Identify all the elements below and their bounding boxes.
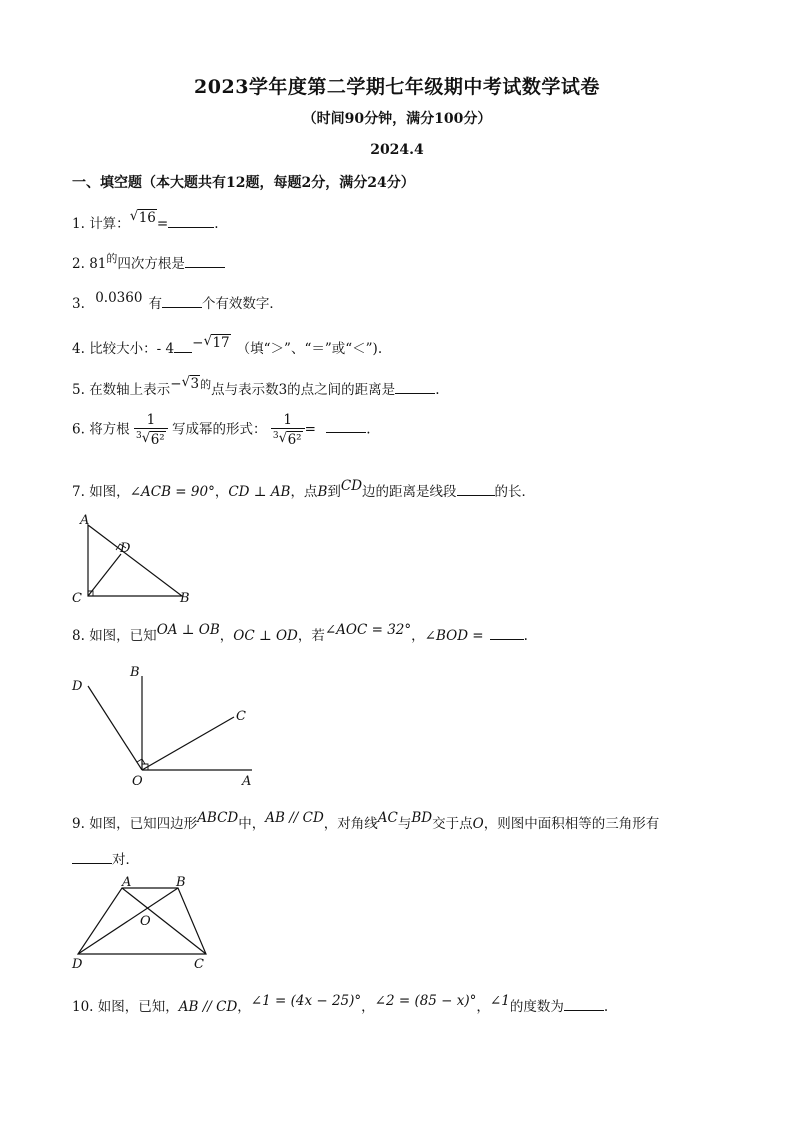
label-O: O (132, 774, 143, 788)
answer-blank[interactable] (162, 295, 202, 308)
exam-date: 2024.4 (370, 142, 424, 158)
answer-blank[interactable] (174, 340, 192, 353)
answer-blank[interactable] (457, 483, 495, 496)
label-C: C (194, 957, 204, 972)
answer-blank[interactable] (326, 420, 366, 433)
fraction: 1 $^3$ √ 6² (271, 412, 305, 448)
fraction: 1 $^3$ √ 6² (134, 412, 168, 448)
answer-blank[interactable] (72, 851, 112, 864)
answer-blank[interactable] (168, 215, 214, 228)
question-4: 4. 比较大小：- 4 − √ 17 （填“＞”、“＝”或“＜”). (72, 333, 383, 357)
answer-blank[interactable] (490, 627, 524, 640)
exam-subtitle: （时间90分钟，满分100分） (302, 111, 492, 127)
answer-blank[interactable] (185, 255, 225, 268)
label-C: C (236, 709, 246, 724)
label-D: D (72, 679, 83, 694)
label-C: C (72, 591, 82, 604)
answer-blank[interactable] (564, 998, 604, 1011)
section-heading: 一、填空题（本大题共有12题，每题2分，满分24分） (72, 175, 415, 191)
question-6: 6. 将方根 1 $^3$ √ 6² 写成幂的形式： 1 $^3$ √ 6² = . (72, 412, 371, 448)
label-B: B (130, 665, 140, 680)
question-1: 1. 计算： √ 16= . (72, 208, 219, 232)
figure-7-triangle (70, 512, 200, 604)
question-2: 2. $81^的$四次方根是 (72, 252, 225, 272)
label-B: B (180, 591, 190, 604)
label-D: D (120, 541, 131, 556)
question-5: 5. 在数轴上表示− √ $3^的$点与表示数3的点之间的距离是 . (72, 374, 440, 398)
label-A: A (122, 875, 132, 890)
question-10: 10. 如图，已知，AB // CD，∠1 = (4x − 25)°，∠2 = (85 − x)°，∠1的度数为 . (72, 993, 609, 1015)
question-9: 9. 如图，已知四边形ABCD中，AB // CD，对角线AC与BD交于点O，则图中面积相等的三角形有 (72, 810, 660, 832)
question-3: 3. 0.0360 有 个有效数字． (72, 290, 283, 312)
exam-title: 2023学年度第二学期七年级期中考试数学试卷 (194, 76, 600, 98)
figure-9-trapezoid (66, 874, 226, 974)
question-7: 7. 如图，∠ACB = 90°，CD ⊥ AB，点B到CD边的距离是线段 的长． (72, 478, 536, 500)
sqrt-expression: √ 16 (129, 208, 156, 226)
label-O: O (140, 914, 151, 929)
answer-blank[interactable] (395, 381, 435, 394)
figure-8-angles (66, 660, 266, 788)
label-B: B (176, 875, 186, 890)
question-9-line2: 对． (72, 848, 139, 868)
label-A: A (242, 774, 252, 788)
label-D: D (72, 957, 83, 972)
question-8: 8. 如图，已知OA ⊥ OB，OC ⊥ OD，若∠AOC = 32°，∠BOD = . (72, 622, 528, 644)
label-A: A (80, 513, 90, 528)
